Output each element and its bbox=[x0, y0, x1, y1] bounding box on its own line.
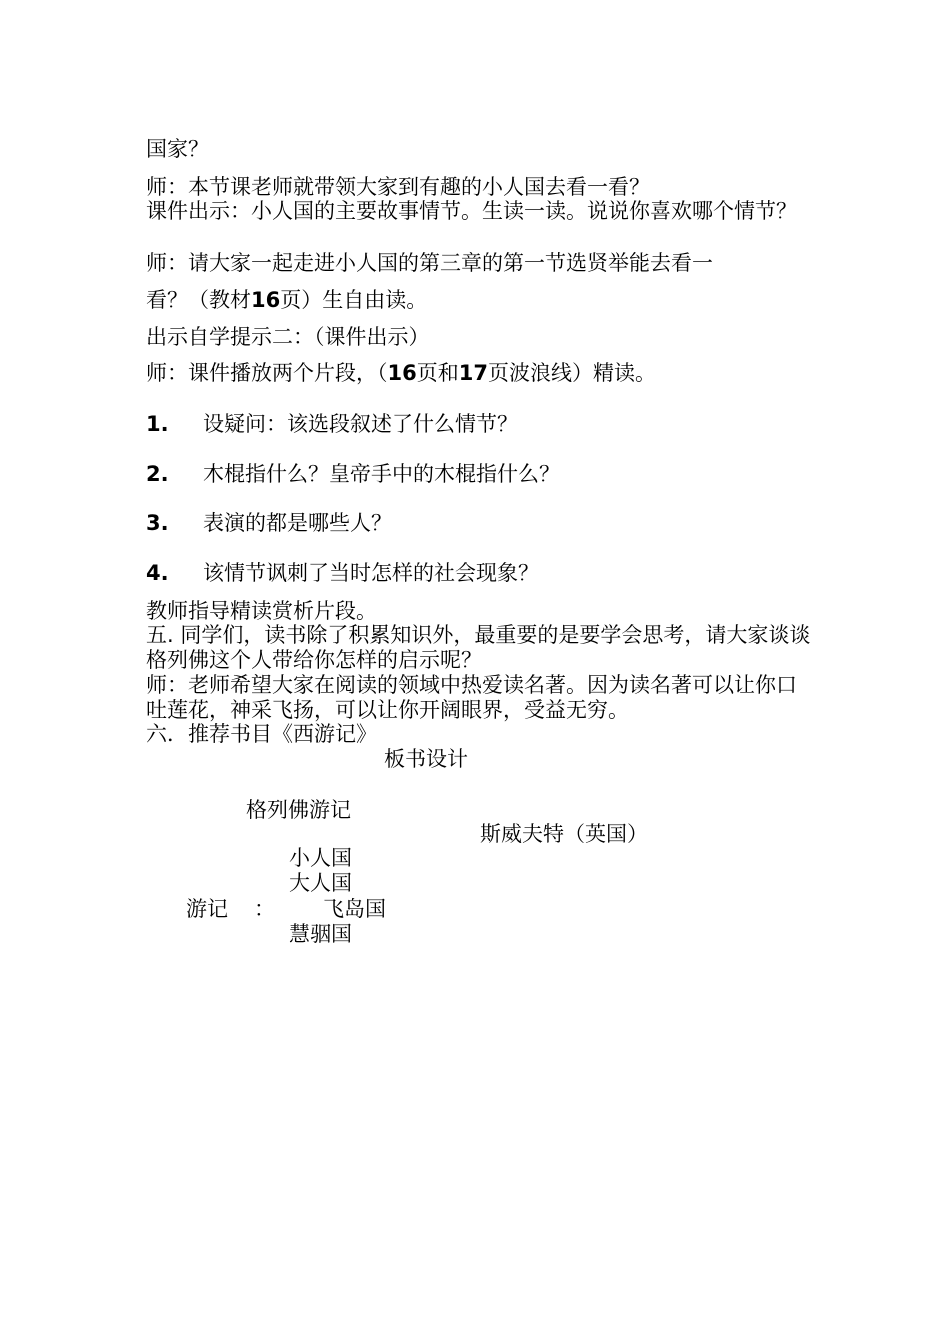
page-number-16: 16 bbox=[251, 288, 281, 312]
board-title: 板书设计 bbox=[384, 747, 468, 771]
board-author: 斯威夫特（英国） bbox=[480, 822, 648, 846]
question-number: 3. bbox=[146, 511, 169, 535]
paragraph-6: 出示自学提示二：（课件出示） bbox=[146, 325, 430, 349]
paragraph-5-part-a: 看？（教材 bbox=[146, 288, 251, 312]
question-text: 表演的都是哪些人？ bbox=[203, 511, 392, 535]
question-text: 该情节讽刺了当时怎样的社会现象？ bbox=[203, 561, 539, 585]
paragraph-5 bbox=[146, 287, 427, 313]
board-genre: 游记 bbox=[186, 897, 228, 921]
paragraph-2: 师：本节课老师就带领大家到有趣的小人国去看一看？ bbox=[146, 175, 650, 199]
paragraph-4: 师：请大家一起走进小人国的第三章的第一节选贤举能去看一 bbox=[146, 251, 713, 275]
board-place: 大人国 bbox=[289, 871, 352, 895]
page-number-17: 17 bbox=[458, 361, 488, 385]
question-text: 木棍指什么？皇帝手中的木棍指什么？ bbox=[203, 462, 560, 486]
after-paragraph-4: 六．推荐书目《西游记》 bbox=[146, 722, 377, 746]
question-number: 4. bbox=[146, 561, 169, 585]
after-paragraph-2: 五. 同学们，读书除了积累知识外，最重要的是要学会思考，请大家谈谈格列佛这个人带给你怎样的启示呢？ bbox=[146, 623, 811, 672]
paragraph-7-part-e: 页波浪线）精读。 bbox=[487, 361, 656, 385]
question-number: 2. bbox=[146, 462, 169, 486]
paragraph-5-part-c: 页）生自由读。 bbox=[280, 288, 428, 312]
paragraph-7 bbox=[146, 360, 656, 386]
after-paragraph-3: 师：老师希望大家在阅读的领域中热爱读名著。因为读名著可以让你口吐莲花，神采飞扬，可以让你开阔眼界，受益无穷。 bbox=[146, 673, 797, 722]
paragraph-1: 国家？ bbox=[146, 137, 209, 161]
question-number: 1. bbox=[146, 412, 169, 436]
board-place: 飞岛国 bbox=[323, 897, 386, 921]
after-paragraph-1: 教师指导精读赏析片段。 bbox=[146, 599, 377, 623]
question-text: 设疑问：该选段叙述了什么情节？ bbox=[203, 412, 518, 436]
paragraph-7-part-c: 页和 bbox=[416, 361, 459, 385]
page-number-16: 16 bbox=[387, 361, 417, 385]
board-place: 小人国 bbox=[289, 846, 352, 870]
board-colon: ： bbox=[254, 897, 275, 921]
board-place: 慧骃国 bbox=[289, 922, 352, 946]
paragraph-7-part-a: 师：课件播放两个片段，（ bbox=[146, 361, 388, 385]
board-book-title: 格列佛游记 bbox=[246, 798, 351, 822]
paragraph-3: 课件出示：小人国的主要故事情节。生读一读。说说你喜欢哪个情节？ bbox=[146, 199, 797, 223]
